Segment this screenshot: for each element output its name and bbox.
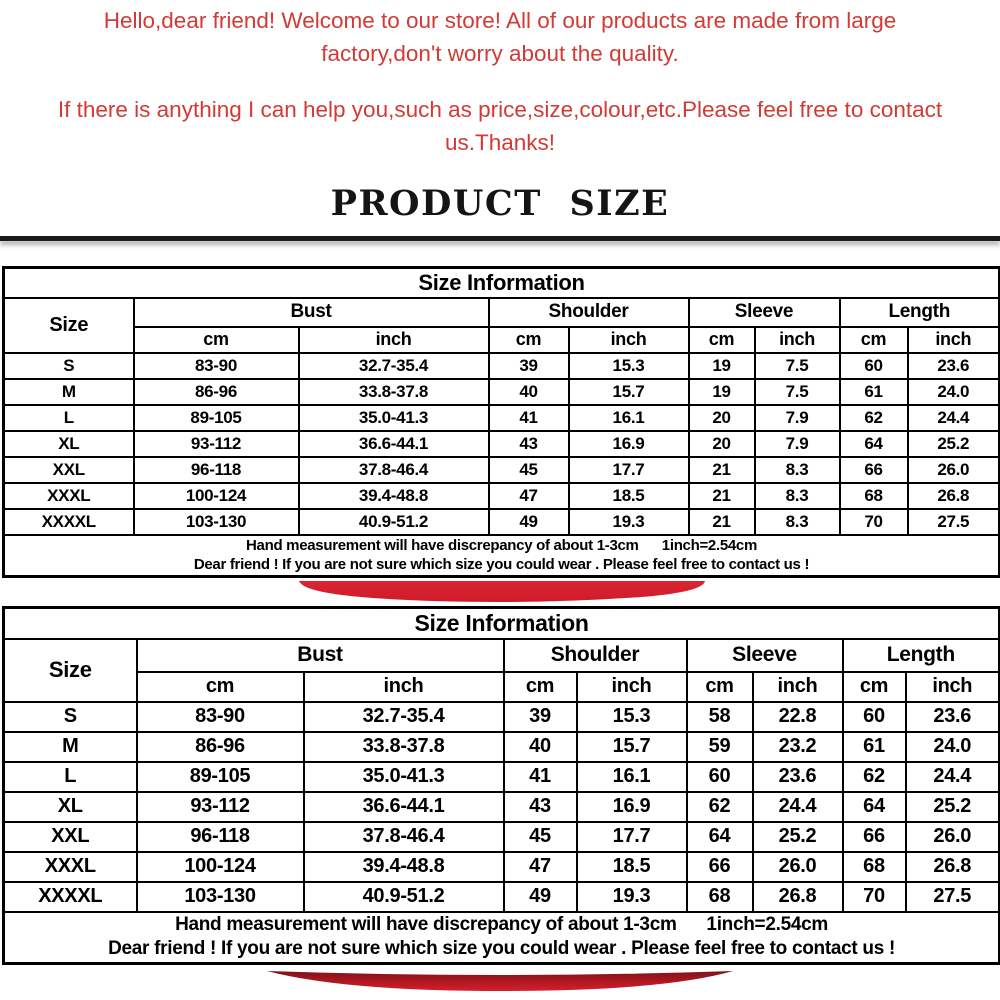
group-header-row xyxy=(4,639,1000,672)
measurement-cell: 26.8 xyxy=(753,882,843,912)
unit-header: cm xyxy=(504,672,577,702)
size-row xyxy=(4,822,1000,852)
measurement-cell: 45 xyxy=(489,457,569,483)
measurement-cell: 8.3 xyxy=(755,509,840,535)
measurement-cell: 7.5 xyxy=(755,353,840,379)
measurement-cell: 21 xyxy=(689,483,755,509)
measurement-cell: 93-112 xyxy=(134,431,299,457)
size-label-cell: XL xyxy=(4,431,134,457)
measurement-cell: 26.0 xyxy=(908,457,1000,483)
measurement-cell: 103-130 xyxy=(134,509,299,535)
store-greeting xyxy=(0,5,1000,184)
measurement-cell: 83-90 xyxy=(137,702,304,732)
unit-header: inch xyxy=(753,672,843,702)
measurement-cell: 89-105 xyxy=(137,762,304,792)
measurement-cell: 24.4 xyxy=(753,792,843,822)
measurement-cell: 40 xyxy=(504,732,577,762)
measurement-cell: 93-112 xyxy=(137,792,304,822)
measurement-cell: 16.9 xyxy=(577,792,687,822)
unit-header: inch xyxy=(577,672,687,702)
measurement-cell: 45 xyxy=(504,822,577,852)
red-band-graphic xyxy=(297,581,707,602)
unit-header: cm xyxy=(840,327,908,353)
measurement-cell: 37.8-46.4 xyxy=(304,822,504,852)
measurement-cell: 20 xyxy=(689,405,755,431)
measurement-cell: 35.0-41.3 xyxy=(304,762,504,792)
measurement-cell: 25.2 xyxy=(753,822,843,852)
size-label-cell: L xyxy=(4,405,134,431)
measurement-cell: 32.7-35.4 xyxy=(304,702,504,732)
measurement-cell: 27.5 xyxy=(908,509,1000,535)
measurement-cell: 64 xyxy=(843,792,906,822)
measurement-cell: 17.7 xyxy=(569,457,689,483)
measurement-cell: 16.9 xyxy=(569,431,689,457)
unit-header: cm xyxy=(689,327,755,353)
measurement-cell: 26.8 xyxy=(906,852,1000,882)
notes-row xyxy=(4,912,1000,964)
measurement-cell: 19.3 xyxy=(577,882,687,912)
size-label-cell: M xyxy=(4,379,134,405)
measurement-cell: 86-96 xyxy=(134,379,299,405)
measurement-cell: 39 xyxy=(489,353,569,379)
measurement-cell: 25.2 xyxy=(906,792,1000,822)
measurement-cell: 19 xyxy=(689,379,755,405)
measurement-cell: 36.6-44.1 xyxy=(304,792,504,822)
measurement-cell: 18.5 xyxy=(569,483,689,509)
length-column-header: Length xyxy=(843,639,1000,672)
size-label-cell: XXL xyxy=(4,457,134,483)
measurement-cell: 47 xyxy=(489,483,569,509)
sleeve-column-header: Sleeve xyxy=(687,639,843,672)
table-title: Size Information xyxy=(4,268,1000,298)
measurement-cell: 96-118 xyxy=(134,457,299,483)
measurement-cell: 39 xyxy=(504,702,577,732)
measurement-cell: 68 xyxy=(840,483,908,509)
measurement-cell: 47 xyxy=(504,852,577,882)
measurement-cell: 32.7-35.4 xyxy=(299,353,489,379)
measurement-cell: 43 xyxy=(489,431,569,457)
measurement-cell: 60 xyxy=(840,353,908,379)
unit-header-row xyxy=(4,672,1000,702)
unit-header-row xyxy=(4,327,1000,353)
size-label-cell: XXXXL xyxy=(4,509,134,535)
table-title: Size Information xyxy=(4,608,1000,639)
size-label-cell: XL xyxy=(4,792,137,822)
size-label-cell: L xyxy=(4,762,137,792)
measurement-cell: 40.9-51.2 xyxy=(304,882,504,912)
measurement-cell: 33.8-37.8 xyxy=(299,379,489,405)
measurement-cell: 23.2 xyxy=(753,732,843,762)
measurement-note: Hand measurement will have discrepancy of about 1-3cm 1inch=2.54cm xyxy=(175,913,828,935)
unit-header: inch xyxy=(569,327,689,353)
measurement-cell: 24.0 xyxy=(908,379,1000,405)
measurement-cell: 39.4-48.8 xyxy=(304,852,504,882)
shoulder-column-header: Shoulder xyxy=(489,298,689,327)
measurement-cell: 58 xyxy=(687,702,753,732)
measurement-cell: 25.2 xyxy=(908,431,1000,457)
divider-line xyxy=(0,236,1000,241)
measurement-cell: 62 xyxy=(843,762,906,792)
size-label-cell: XXXL xyxy=(4,852,137,882)
unit-header: cm xyxy=(687,672,753,702)
measurement-cell: 16.1 xyxy=(569,405,689,431)
measurement-cell: 19.3 xyxy=(569,509,689,535)
notes-row xyxy=(4,535,1000,577)
measurement-cell: 61 xyxy=(843,732,906,762)
measurement-cell: 24.4 xyxy=(908,405,1000,431)
measurement-cell: 15.3 xyxy=(577,702,687,732)
measurement-cell: 103-130 xyxy=(137,882,304,912)
notes-cell xyxy=(4,535,1000,577)
size-label-cell: S xyxy=(4,702,137,732)
measurement-cell: 41 xyxy=(504,762,577,792)
measurement-cell: 7.9 xyxy=(755,431,840,457)
measurement-cell: 89-105 xyxy=(134,405,299,431)
measurement-cell: 23.6 xyxy=(908,353,1000,379)
size-label-cell: S xyxy=(4,353,134,379)
size-table-long-sleeve xyxy=(2,606,1000,965)
contact-note: Dear friend ! If you are not sure which size you could wear . Please feel free to contact us ! xyxy=(193,556,810,574)
measurement-cell: 21 xyxy=(689,457,755,483)
measurement-cell: 59 xyxy=(687,732,753,762)
measurement-cell: 40 xyxy=(489,379,569,405)
measurement-cell: 21 xyxy=(689,509,755,535)
unit-header: cm xyxy=(843,672,906,702)
size-table-body xyxy=(4,702,1000,912)
sleeve-column-header: Sleeve xyxy=(689,298,840,327)
measurement-cell: 7.5 xyxy=(755,379,840,405)
group-header-row xyxy=(4,298,1000,327)
bust-column-header: Bust xyxy=(137,639,504,672)
notes-cell xyxy=(4,912,1000,964)
measurement-cell: 24.0 xyxy=(906,732,1000,762)
measurement-cell: 15.7 xyxy=(577,732,687,762)
size-row xyxy=(4,732,1000,762)
length-column-header: Length xyxy=(840,298,1000,327)
measurement-cell: 33.8-37.8 xyxy=(304,732,504,762)
measurement-cell: 68 xyxy=(843,852,906,882)
measurement-cell: 19 xyxy=(689,353,755,379)
unit-header: inch xyxy=(755,327,840,353)
greeting-paragraph: Hello,dear friend! Welcome to our store! All of our products are made from large factory,don't worry about the quality. xyxy=(103,8,897,66)
measurement-cell: 26.8 xyxy=(908,483,1000,509)
measurement-cell: 36.6-44.1 xyxy=(299,431,489,457)
measurement-cell: 100-124 xyxy=(134,483,299,509)
unit-header: inch xyxy=(299,327,489,353)
measurement-cell: 26.0 xyxy=(906,822,1000,852)
measurement-cell: 96-118 xyxy=(137,822,304,852)
size-row xyxy=(4,353,1000,379)
measurement-cell: 23.6 xyxy=(753,762,843,792)
size-row xyxy=(4,405,1000,431)
measurement-cell: 86-96 xyxy=(137,732,304,762)
unit-header: inch xyxy=(304,672,504,702)
measurement-cell: 49 xyxy=(504,882,577,912)
size-label-cell: XXL xyxy=(4,822,137,852)
size-row xyxy=(4,762,1000,792)
measurement-cell: 24.4 xyxy=(906,762,1000,792)
measurement-cell: 26.0 xyxy=(753,852,843,882)
unit-header: cm xyxy=(134,327,299,353)
measurement-cell: 41 xyxy=(489,405,569,431)
measurement-cell: 40.9-51.2 xyxy=(299,509,489,535)
measurement-cell: 83-90 xyxy=(134,353,299,379)
measurement-cell: 35.0-41.3 xyxy=(299,405,489,431)
contact-note: Dear friend ! If you are not sure which size you could wear . Please feel free to contact us ! xyxy=(108,938,895,960)
measurement-cell: 17.7 xyxy=(577,822,687,852)
measurement-cell: 66 xyxy=(843,822,906,852)
measurement-cell: 61 xyxy=(840,379,908,405)
size-label-cell: XXXXL xyxy=(4,882,137,912)
table-title-row xyxy=(4,608,1000,639)
size-column-header: Size xyxy=(4,639,137,702)
size-row xyxy=(4,882,1000,912)
measurement-cell: 100-124 xyxy=(137,852,304,882)
measurement-cell: 20 xyxy=(689,431,755,457)
measurement-cell: 18.5 xyxy=(577,852,687,882)
measurement-cell: 8.3 xyxy=(755,457,840,483)
measurement-cell: 70 xyxy=(843,882,906,912)
table-title-row xyxy=(4,268,1000,298)
bust-column-header: Bust xyxy=(134,298,489,327)
size-row xyxy=(4,431,1000,457)
measurement-cell: 62 xyxy=(687,792,753,822)
measurement-note: Hand measurement will have discrepancy of about 1-3cm 1inch=2.54cm xyxy=(246,536,757,554)
size-row xyxy=(4,509,1000,535)
measurement-cell: 22.8 xyxy=(753,702,843,732)
page-title: PRODUCT SIZE xyxy=(330,183,670,224)
shoulder-column-header: Shoulder xyxy=(504,639,687,672)
measurement-cell: 37.8-46.4 xyxy=(299,457,489,483)
unit-header: cm xyxy=(489,327,569,353)
measurement-cell: 66 xyxy=(687,852,753,882)
measurement-cell: 68 xyxy=(687,882,753,912)
size-label-cell: XXXL xyxy=(4,483,134,509)
measurement-cell: 39.4-48.8 xyxy=(299,483,489,509)
measurement-cell: 8.3 xyxy=(755,483,840,509)
size-column-header: Size xyxy=(4,298,134,353)
measurement-cell: 49 xyxy=(489,509,569,535)
size-row xyxy=(4,702,1000,732)
measurement-cell: 7.9 xyxy=(755,405,840,431)
size-row xyxy=(4,852,1000,882)
measurement-cell: 60 xyxy=(687,762,753,792)
measurement-cell: 23.6 xyxy=(906,702,1000,732)
measurement-cell: 43 xyxy=(504,792,577,822)
help-paragraph: If there is anything I can help you,such as price,size,colour,etc.Please feel free to contact us.Thanks! xyxy=(57,97,943,155)
size-row xyxy=(4,379,1000,405)
size-table-body xyxy=(4,353,1000,535)
measurement-cell: 70 xyxy=(840,509,908,535)
measurement-cell: 64 xyxy=(840,431,908,457)
size-table-short-sleeve xyxy=(2,266,1000,578)
size-row xyxy=(4,792,1000,822)
unit-header: inch xyxy=(906,672,1000,702)
measurement-cell: 62 xyxy=(840,405,908,431)
measurement-cell: 66 xyxy=(840,457,908,483)
size-row xyxy=(4,483,1000,509)
measurement-cell: 27.5 xyxy=(906,882,1000,912)
red-crescent-graphic xyxy=(263,962,737,994)
unit-header: cm xyxy=(137,672,304,702)
measurement-cell: 64 xyxy=(687,822,753,852)
size-label-cell: M xyxy=(4,732,137,762)
measurement-cell: 15.7 xyxy=(569,379,689,405)
measurement-cell: 15.3 xyxy=(569,353,689,379)
measurement-cell: 60 xyxy=(843,702,906,732)
measurement-cell: 16.1 xyxy=(577,762,687,792)
size-row xyxy=(4,457,1000,483)
unit-header: inch xyxy=(908,327,1000,353)
